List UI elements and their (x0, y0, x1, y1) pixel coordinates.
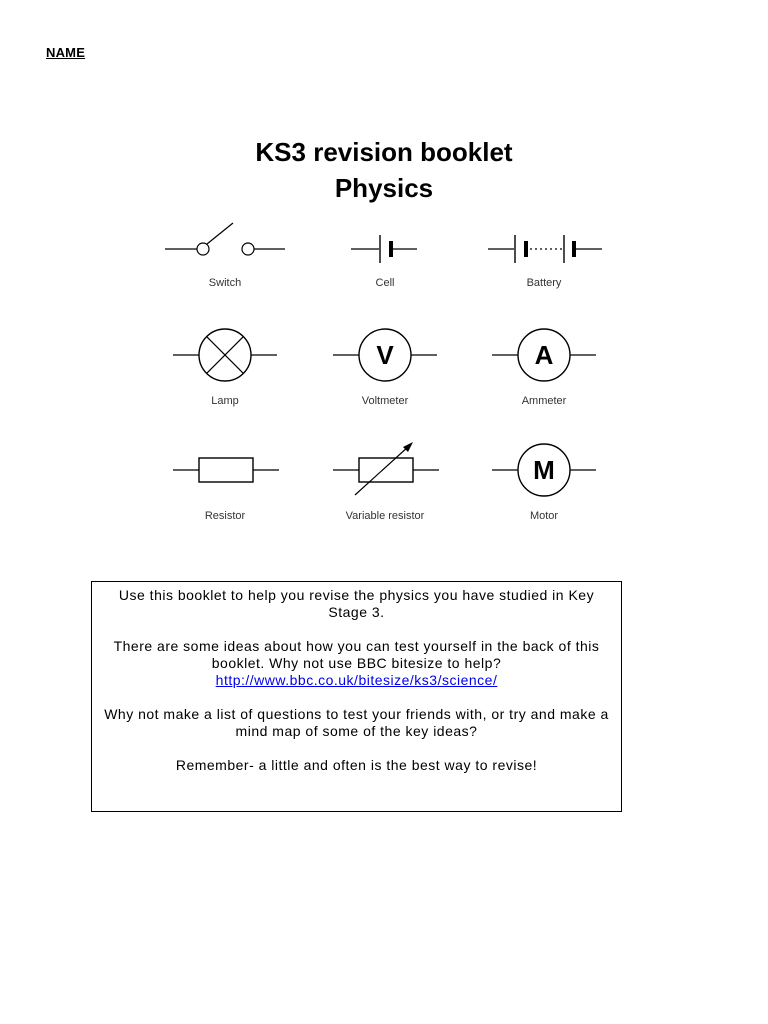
title-line-1: KS3 revision booklet (255, 137, 513, 167)
info-box (91, 581, 622, 812)
switch-symbol (145, 215, 305, 315)
variable-resistor-symbol (305, 440, 465, 540)
info-paragraph-ideas-text: There are some ideas about how you can test yourself in the back of this booklet. Why not use BBC bitesize to help? (113, 638, 600, 671)
name-label: NAME (46, 45, 86, 60)
motor-symbol (464, 440, 624, 540)
cell-icon (305, 215, 465, 275)
cell-symbol (305, 215, 465, 315)
variable-resistor-icon (305, 440, 465, 500)
motor-label: Motor (529, 510, 559, 522)
bbc-bitesize-link[interactable]: http://www.bbc.co.uk/bitesize/ks3/science/ (215, 672, 498, 688)
info-paragraph-remember: Remember- a little and often is the best way to revise! (175, 757, 538, 773)
ammeter-icon (464, 325, 624, 385)
voltmeter-symbol (305, 325, 465, 425)
battery-label: Battery (526, 277, 562, 289)
resistor-symbol (145, 440, 305, 540)
motor-icon (464, 440, 624, 500)
resistor-label: Resistor (204, 510, 246, 522)
lamp-symbol (145, 325, 305, 425)
variable-resistor-label: Variable resistor (345, 510, 425, 522)
info-paragraph-questions: Why not make a list of questions to test your friends with, or try and make a mind map of some of the key ideas? (104, 706, 609, 739)
switch-icon (145, 215, 305, 275)
title-line-2: Physics (334, 173, 434, 203)
battery-symbol (464, 215, 624, 315)
cell-label: Cell (375, 277, 395, 289)
motor-letter: M (533, 455, 555, 485)
ammeter-symbol (464, 325, 624, 425)
info-paragraph-ideas (100, 638, 613, 689)
page-title (0, 134, 768, 206)
voltmeter-icon (305, 325, 465, 385)
ammeter-label: Ammeter (521, 395, 567, 407)
lamp-icon (145, 325, 305, 385)
ammeter-letter: A (534, 340, 554, 370)
battery-icon (464, 215, 624, 275)
info-paragraph-intro: Use this booklet to help you revise the physics you have studied in Key Stage 3. (118, 587, 595, 620)
voltmeter-letter: V (376, 340, 394, 370)
resistor-icon (145, 440, 305, 500)
lamp-label: Lamp (211, 395, 239, 407)
switch-label: Switch (208, 277, 242, 289)
voltmeter-label: Voltmeter (361, 395, 409, 407)
